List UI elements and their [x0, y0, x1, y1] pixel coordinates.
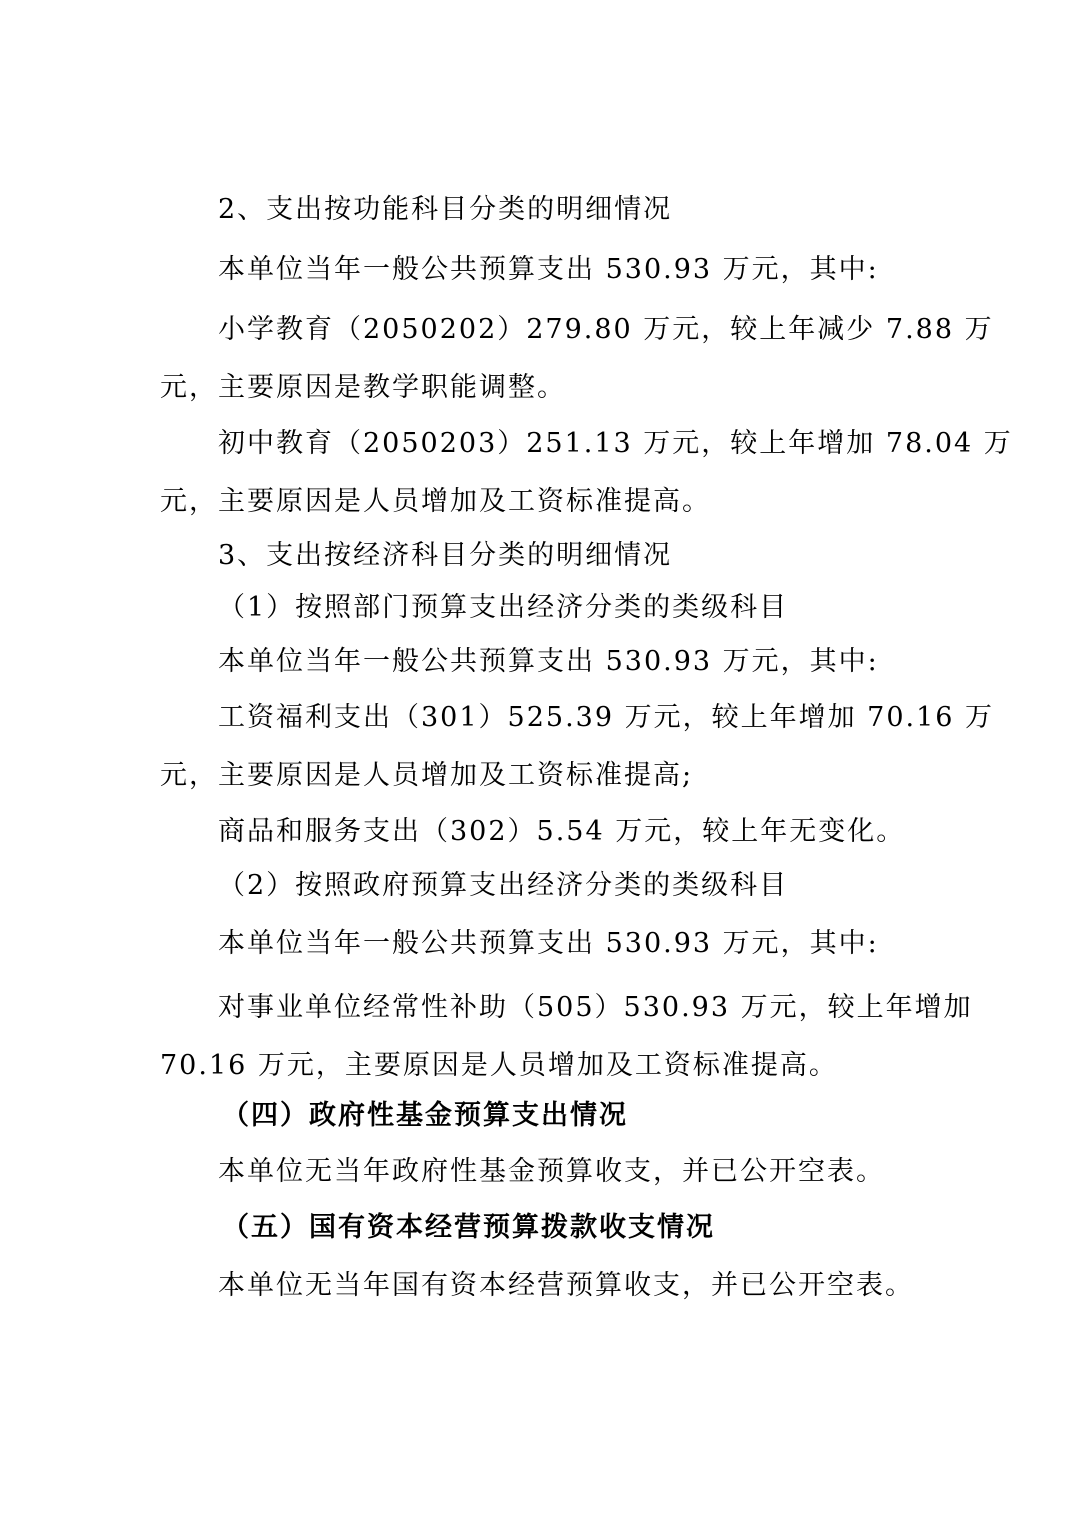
- subsection-heading-functional: 2、支出按功能科目分类的明细情况: [218, 194, 673, 225]
- paragraph-line: 商品和服务支出（302）5.54 万元，较上年无变化。: [218, 816, 906, 847]
- paragraph-line: 元，主要原因是教学职能调整。: [160, 372, 566, 403]
- subsection-heading-economic: 3、支出按经济科目分类的明细情况: [218, 540, 673, 571]
- subsection-heading-dept-budget: （1）按照部门预算支出经济分类的类级科目: [218, 592, 789, 623]
- paragraph-line: 小学教育（2050202）279.80 万元，较上年减少 7.88 万: [218, 314, 994, 345]
- paragraph-line: 初中教育（2050203）251.13 万元，较上年增加 78.04 万: [218, 428, 1013, 459]
- subsection-heading-gov-budget: （2）按照政府预算支出经济分类的类级科目: [218, 870, 789, 901]
- paragraph-line: 本单位无当年政府性基金预算收支，并已公开空表。: [218, 1156, 885, 1187]
- paragraph-line: 本单位当年一般公共预算支出 530.93 万元，其中:: [218, 928, 879, 959]
- paragraph-line: 本单位当年一般公共预算支出 530.93 万元，其中:: [218, 254, 879, 285]
- paragraph-line: 70.16 万元，主要原因是人员增加及工资标准提高。: [160, 1050, 838, 1081]
- paragraph-line: 本单位当年一般公共预算支出 530.93 万元，其中:: [218, 646, 879, 677]
- paragraph-line: 元，主要原因是人员增加及工资标准提高;: [160, 760, 694, 791]
- section-heading-state-capital: （五）国有资本经营预算拨款收支情况: [222, 1212, 715, 1243]
- section-heading-gov-fund: （四）政府性基金预算支出情况: [222, 1100, 628, 1131]
- paragraph-line: 工资福利支出（301）525.39 万元，较上年增加 70.16 万: [218, 702, 995, 733]
- paragraph-line: 元，主要原因是人员增加及工资标准提高。: [160, 486, 711, 517]
- paragraph-line: 本单位无当年国有资本经营预算收支，并已公开空表。: [218, 1270, 914, 1301]
- paragraph-line: 对事业单位经常性补助（505）530.93 万元，较上年增加: [218, 992, 973, 1023]
